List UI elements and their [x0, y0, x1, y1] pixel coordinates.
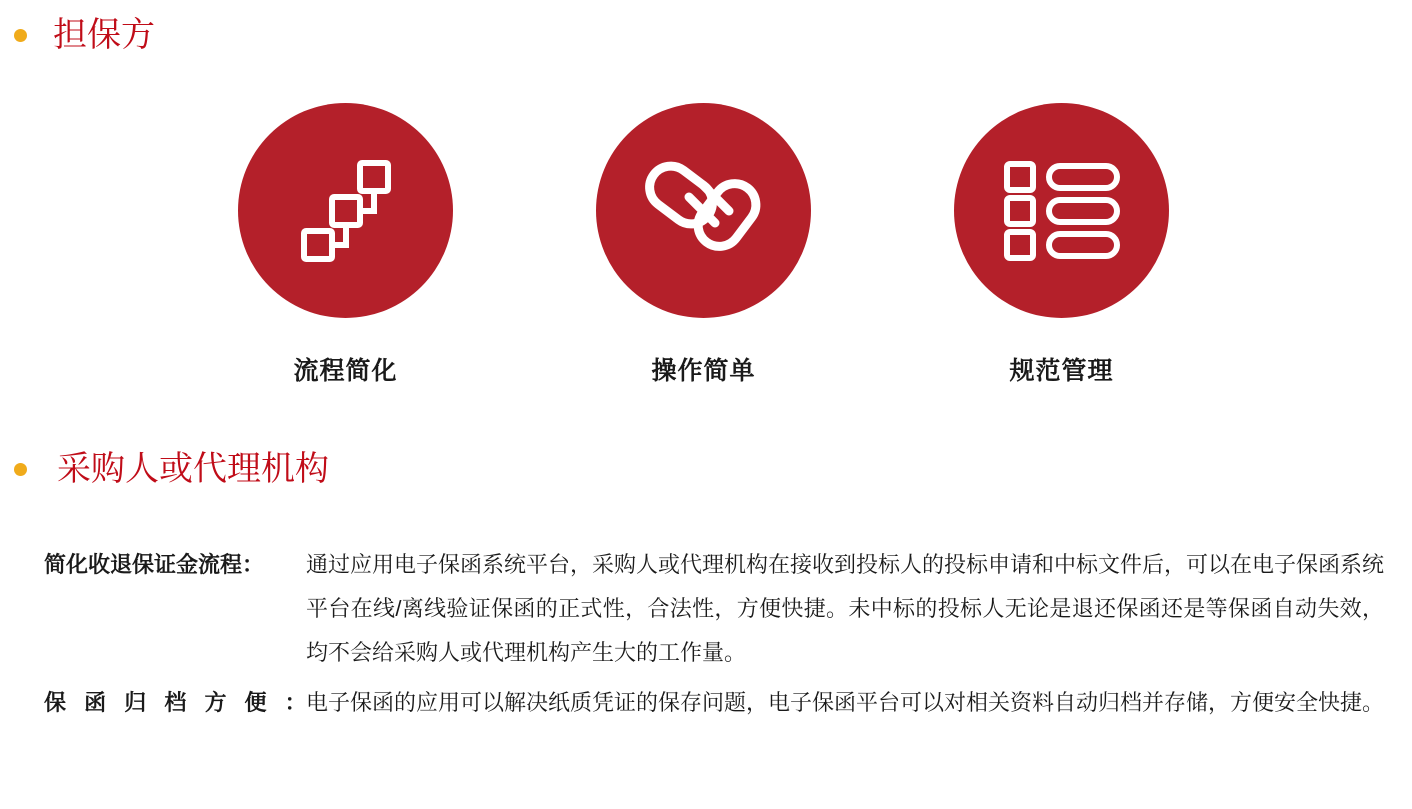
paragraph-label: 保 函 归 档 方 便 ：	[44, 690, 313, 715]
section-title-purchaser: 采购人或代理机构	[57, 450, 329, 488]
checklist-icon	[1001, 156, 1123, 266]
paragraph-text: 电子保函的应用可以解决纸质凭证的保存问题，电子保函平台可以对相关资料自动归档并存储，方便安全快捷。	[306, 690, 1385, 715]
feature-caption: 操作简单	[651, 357, 756, 385]
feature-icon-row	[238, 103, 1248, 387]
section-title-guarantor: 担保方	[53, 16, 155, 54]
paragraph-text: 通过应用电子保函系统平台，采购人或代理机构在接收到投标人的投标申请和中标文件后，可以在电子保函系统平台在线/离线验证保函的正式性，合法性，方便快捷。未中标的投标人无论是退还保函还是等保函自动失效，均不会给采购人或代理机构产生大的工作量。	[306, 552, 1385, 665]
icon-circle-flow	[238, 103, 453, 318]
section-heading-purchaser	[14, 452, 329, 486]
feature-caption: 流程简化	[293, 357, 398, 385]
flow-chart-icon	[286, 151, 406, 271]
paragraph-label: 简化收退保证金流程：	[44, 552, 265, 577]
bullet-dot-icon	[14, 29, 27, 42]
paragraph-archive-convenience	[44, 681, 1384, 725]
section-heading-guarantor	[14, 18, 155, 52]
feature-item-simple-operation	[596, 103, 811, 387]
icon-circle-chain	[596, 103, 811, 318]
body-text-block	[44, 543, 1384, 731]
feature-caption: 规范管理	[1009, 357, 1114, 385]
feature-item-process-simplification	[238, 103, 453, 387]
icon-circle-checklist	[954, 103, 1169, 318]
chain-link-icon	[641, 151, 767, 271]
bullet-dot-icon	[14, 463, 27, 476]
feature-item-standard-management	[954, 103, 1169, 387]
paragraph-simplify-deposit-flow	[44, 543, 1384, 675]
